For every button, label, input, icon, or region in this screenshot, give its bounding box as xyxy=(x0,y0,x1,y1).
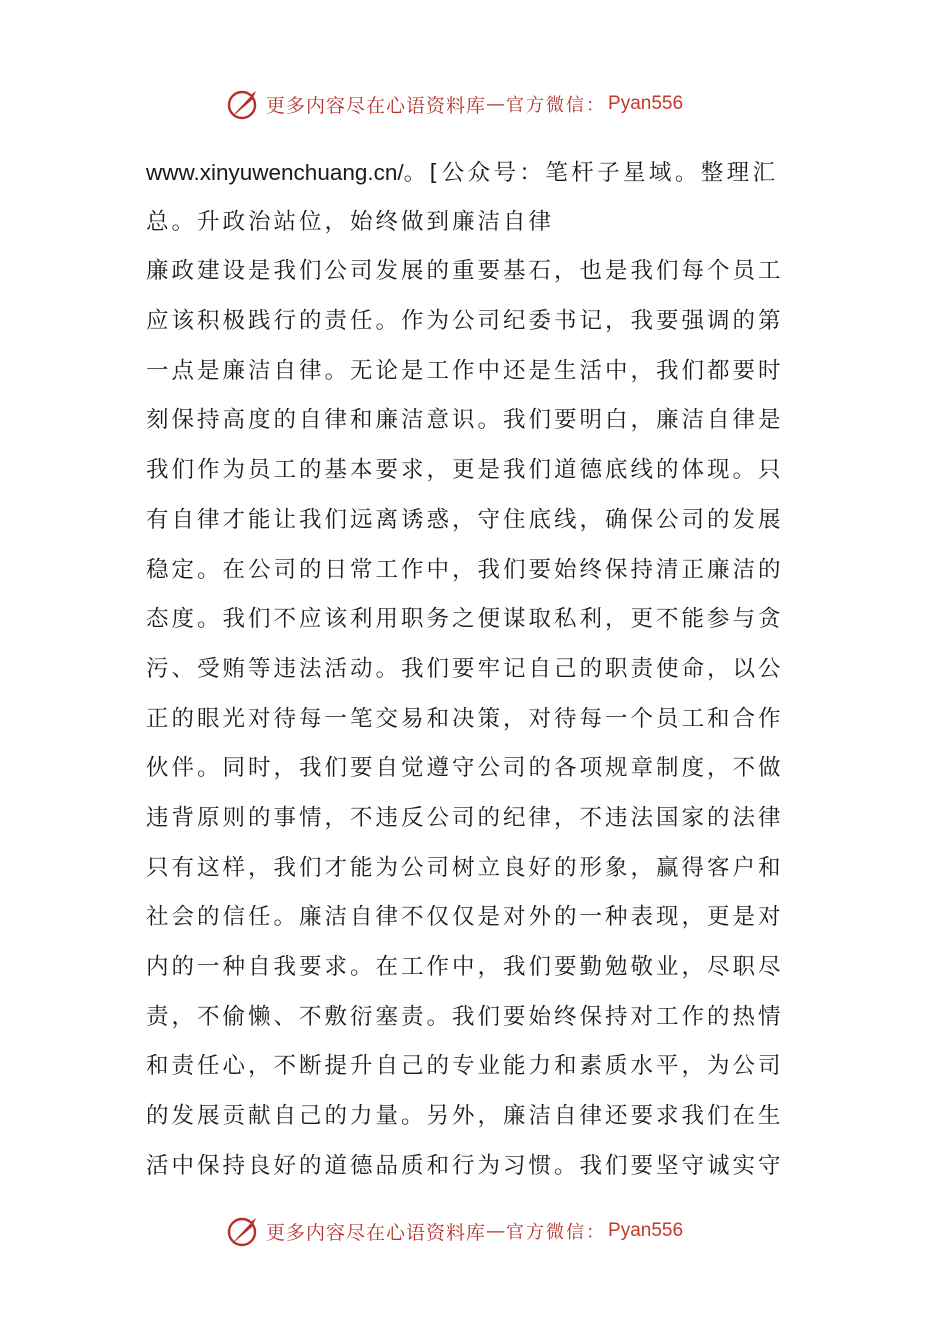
text-line: 总。升政治站位，始终做到廉洁自律 xyxy=(146,208,555,235)
banner-wechat-id: Pyan556 xyxy=(608,93,684,114)
text-line: 一点是廉洁自律。无论是工作中还是生活中，我们都要时 xyxy=(146,357,784,384)
footer-banner xyxy=(226,1211,746,1251)
text-line: 正的眼光对待每一笔交易和决策，对待每一个员工和合作 xyxy=(146,705,784,732)
text-line: 我们作为员工的基本要求，更是我们道德底线的体现。只 xyxy=(146,457,784,484)
text-line: 刻保持高度的自律和廉洁意识。我们要明白，廉洁自律是 xyxy=(146,407,784,434)
text-line: 社会的信任。廉洁自律不仅仅是对外的一种表现，更是对 xyxy=(146,904,784,931)
text-line: 活中保持良好的道德品质和行为习惯。我们要坚守诚实守 xyxy=(146,1152,784,1179)
banner-main-text: 更多内容尽在心语资料库 xyxy=(266,94,487,117)
banner-dash: — xyxy=(486,1220,507,1242)
text-line: 伙伴。同时，我们要自觉遵守公司的各项规章制度，不做 xyxy=(146,755,784,782)
text-line: 的发展贡献自己的力量。另外，廉洁自律还要求我们在生 xyxy=(146,1103,784,1130)
text-line: 责，不偷懒、不敷衍塞责。我们要始终保持对工作的热情 xyxy=(146,1003,784,1030)
banner-dash: — xyxy=(486,93,507,115)
text-line: 污、受贿等违法活动。我们要牢记自己的职责使命，以公 xyxy=(146,655,784,682)
text-line-content: 。[公众号：笔杆子星域。整理汇 xyxy=(403,160,779,186)
text-line xyxy=(146,148,806,198)
website-url: www.xinyuwenchuang.cn/ xyxy=(146,160,404,185)
document-body xyxy=(146,148,806,1191)
text-line: 态度。我们不应该利用职务之便谋取私利，更不能参与贪 xyxy=(146,606,784,633)
text-line: 只有这样，我们才能为公司树立良好的形象，赢得客户和 xyxy=(146,854,784,881)
banner-main-text: 更多内容尽在心语资料库 xyxy=(266,1221,487,1244)
banner-wechat-id: Pyan556 xyxy=(608,1220,684,1241)
text-line: 违背原则的事情，不违反公司的纪律，不违法国家的法律 xyxy=(146,804,784,831)
text-line: 内的一种自我要求。在工作中，我们要勤勉敬业，尽职尽 xyxy=(146,954,784,980)
banner-wechat-label: 官方微信： xyxy=(506,1222,607,1243)
quill-logo-icon xyxy=(226,87,260,121)
text-line: 和责任心，不断提升自己的专业能力和素质水平，为公司 xyxy=(146,1053,784,1080)
quill-logo-icon xyxy=(226,1214,260,1248)
text-line: 应该积极践行的责任。作为公司纪委书记，我要强调的第 xyxy=(146,308,784,335)
banner-wechat-label: 官方微信： xyxy=(506,95,607,116)
text-line: 稳定。在公司的日常工作中，我们要始终保持清正廉洁的 xyxy=(146,556,784,583)
text-line: 有自律才能让我们远离诱惑，守住底线，确保公司的发展 xyxy=(146,506,784,533)
text-line: 廉政建设是我们公司发展的重要基石，也是我们每个员工 xyxy=(146,258,784,285)
header-banner xyxy=(226,84,746,124)
